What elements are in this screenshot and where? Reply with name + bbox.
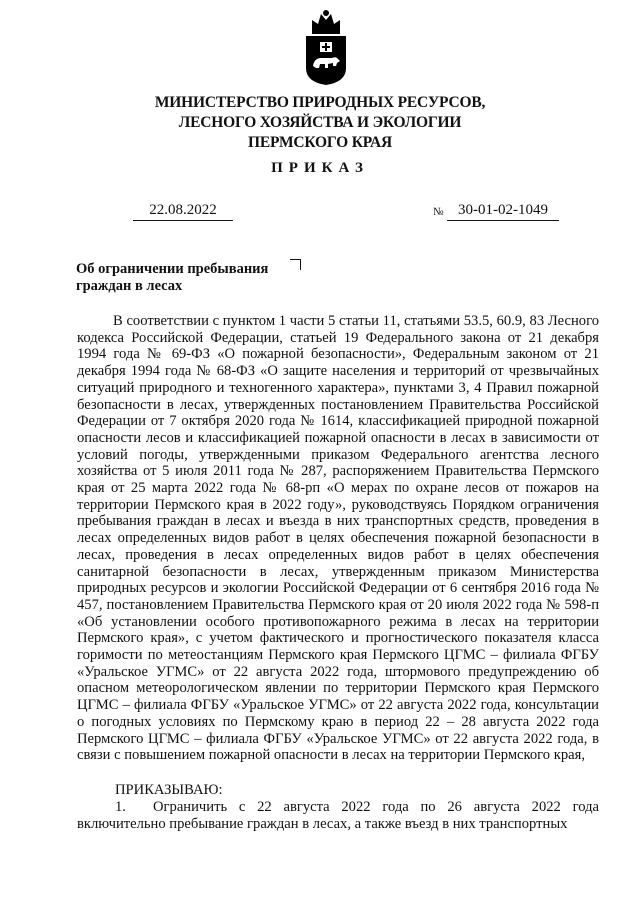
- ministry-name: [0, 93, 640, 153]
- document-type: ПРИКАЗ: [271, 160, 369, 176]
- ministry-line-1: МИНИСТЕРСТВО ПРИРОДНЫХ РЕСУРСОВ,: [154, 94, 486, 111]
- item-number: 1.: [115, 799, 126, 815]
- preamble-paragraph: В соответствии с пунктом 1 части 5 статьи 11, статьями 53.5, 60.9, 83 Лесного кодекса Российской Федерации, статьей 19 Федерального закона от 21 декабря 1994 года № 69-ФЗ «О пожарной безопасности», Федеральным законом от 21 декабря 1994 года № 68-ФЗ «О защите населения и территорий от чрезвычайных ситуаций природного и техногенного характера», пунктами 3, 4 Правил пожарной безопасности в лесах, утвержденных постановлением Правительства Российской Федерации от 7 октября 2020 года № 1614, классификацией природной пожарной опасности лесов и классификацией пожарной опасности в лесах в зависимости от условий погоды, утвержденными приказом Федерального агентства лесного хозяйства от 5 июля 2011 года № 287, распоряжением Правительства Пермского края от 25 марта 2022 года № 68-рп «О мерах по охране лесов от пожаров на территории Пермского края в 2022 году», руководствуясь Порядком ограничения пребывания граждан в лесах и въезда в них транспортных средств, проведения в лесах определенных видов работ в целях обеспечения пожарной безопасности в лесах, проведения в лесах определенных видов работ в целях обеспечения санитарной безопасности в лесах, утвержденным приказом Министерства природных ресурсов и экологии Российской Федерации от 6 сентября 2016 года № 457, постановлением Правительства Пермского края от 20 июля 2022 года № 598-п «Об установлении особого противопожарного режима в лесах на территории Пермского края», с учетом фактического и прогностического показателя класса горимости по метеостанциям Пермского края Пермского ЦГМС – филиала ФГБУ «Уральское УГМС» от 22 августа 2022 года, штормового предупреждению об опасном метеорологическом явлении по территории Пермского края Пермского ЦГМС – филиала ФГБУ «Уральское УГМС» от 22 августа 2022 года, консультации о погодных условиях по Пермскому краю в период 22 – 28 августа 2022 года Пермского ЦГМС – филиала ФГБУ «Уральское УГМС» от 22 августа 2022 года, в связи с повышением пожарной опасности в лесах на территории Пермского края,: [77, 313, 599, 764]
- item-text: Ограничить с 22 августа 2022 года по 26 августа 2022 года включительно пребывание граждан в лесах, а также въезд в них транспортных: [77, 799, 599, 832]
- decree-word: ПРИКАЗЫВАЮ:: [115, 782, 223, 798]
- subject-line-2: граждан в лесах: [76, 278, 183, 294]
- document-date: 22.08.2022: [133, 202, 233, 221]
- document-subject: [76, 261, 268, 295]
- document-number: 30-01-02-1049: [447, 202, 559, 221]
- ministry-line-2: ЛЕСНОГО ХОЗЯЙСТВА И ЭКОЛОГИИ: [178, 114, 462, 131]
- ministry-line-3: ПЕРМСКОГО КРАЯ: [247, 134, 393, 151]
- coat-of-arms-icon: [302, 6, 350, 86]
- subject-line-1: Об ограничении пребывания: [76, 261, 269, 277]
- number-label: №: [433, 206, 444, 218]
- order-item-1: [77, 799, 599, 832]
- subject-corner-mark: [290, 259, 301, 270]
- document-body: [77, 313, 599, 764]
